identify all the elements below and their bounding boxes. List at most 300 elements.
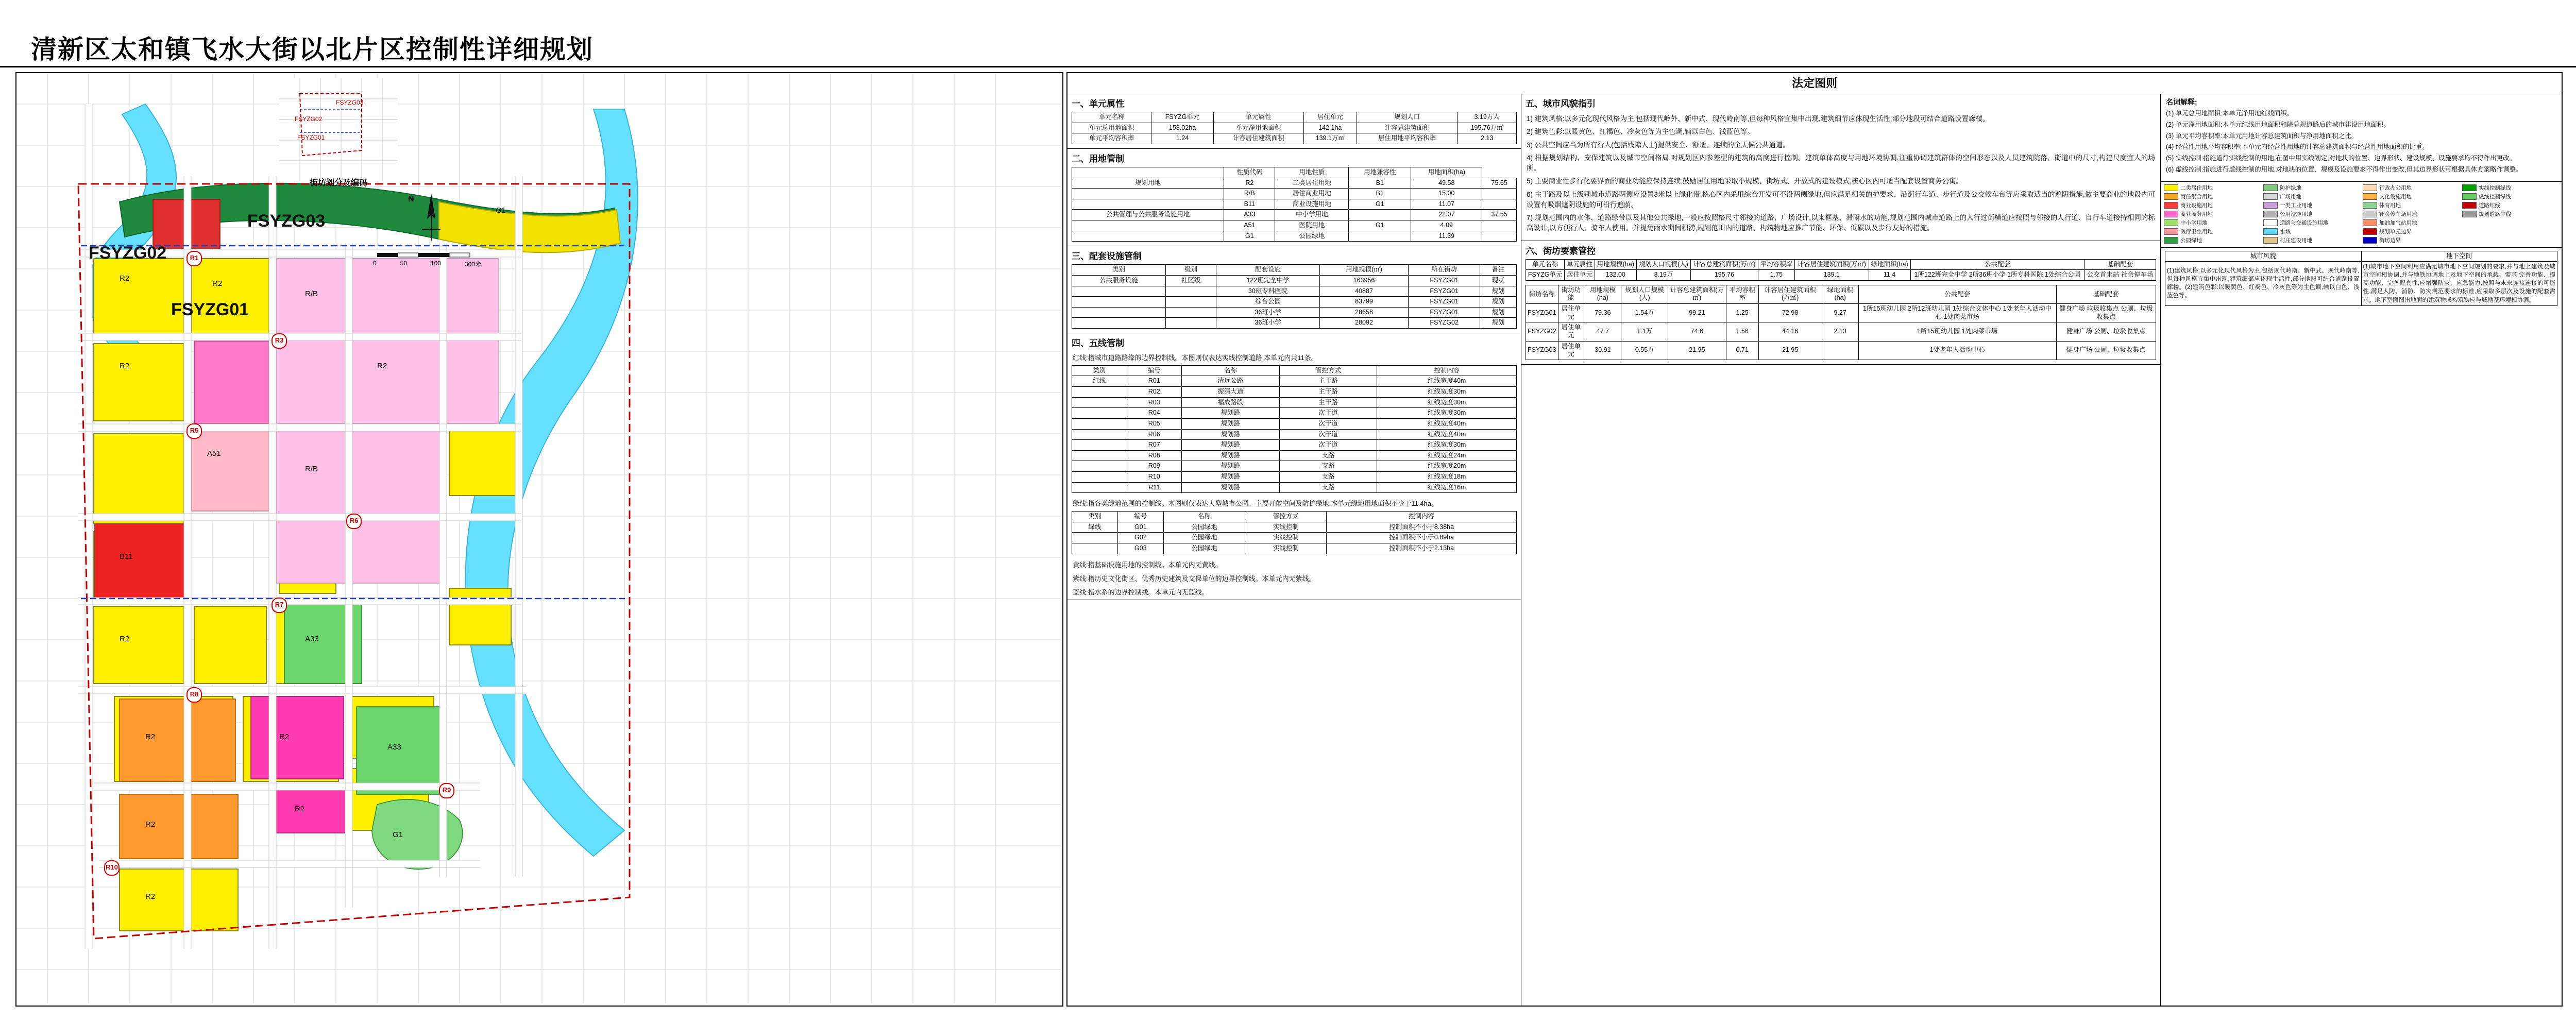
legend-swatch — [2164, 219, 2178, 226]
table-cell: 21.95 — [1758, 341, 1822, 360]
table-header-cell: 用地面积(ha) — [1411, 167, 1482, 178]
table-cell: 计容居住建筑面积 — [1213, 133, 1303, 144]
table-cell: 红线宽度30m — [1377, 408, 1517, 419]
block-summary-table — [1526, 285, 2156, 360]
table-cell: 居住单元 — [1303, 112, 1357, 123]
style-underground-table — [2165, 251, 2557, 306]
legend-swatch — [2164, 193, 2178, 200]
table-cell — [1072, 286, 1166, 297]
legend-swatches — [2161, 182, 2562, 247]
section-heading: 四、五线管制 — [1072, 338, 1124, 348]
title-divider — [0, 66, 2576, 67]
legend-label: 中小学用地 — [2180, 219, 2208, 226]
unit-attribute-table — [1072, 112, 1517, 144]
legend-item — [2263, 193, 2360, 200]
table-cell — [1072, 189, 1224, 199]
parcel-code: G1 — [393, 830, 403, 839]
legend-item — [2263, 184, 2360, 192]
style-guidance-item: 4) 根据规划结构、安保建筑以及城市空间格局,对规划区内参差型的建筑的高度进行控制。建筑单体高度与用地环境协调,注重协调建筑群体的空间形态以及人员建筑院落、街道中的尺寸,构建尺度宜人的场所。 — [1527, 154, 2155, 172]
table-cell: 规划路 — [1182, 461, 1280, 472]
table-header-cell: 性质代码 — [1224, 167, 1275, 178]
table-cell: 红线宽度20m — [1377, 461, 1517, 472]
table-cell: 11.4 — [1869, 270, 1910, 281]
table-cell: 居住单元 — [1558, 341, 1584, 360]
table-header-cell: 计容总建筑面积(万㎡) — [1691, 259, 1758, 270]
col-city-style: 城市风貌 — [2165, 251, 2362, 262]
table-header-cell: 平均容积率 — [1758, 259, 1794, 270]
table-cell: 实线控制 — [1245, 522, 1327, 533]
parcel-code: R2 — [212, 279, 223, 288]
table-cell: A33 — [1224, 210, 1275, 220]
table-cell: 单元净用地面积 — [1213, 123, 1303, 133]
legend-label: 医疗卫生用地 — [2180, 228, 2213, 235]
table-cell: G1 — [1349, 220, 1411, 231]
table-header-row — [1072, 265, 1517, 276]
table-cell: FSYZG02 — [1409, 318, 1480, 329]
road-node-badge: R6 — [346, 514, 362, 529]
table-cell: 1所15班幼儿园 1处肉菜市场 — [1858, 322, 2056, 341]
legend-item — [2363, 210, 2459, 218]
table-row — [1072, 123, 1517, 133]
table-cell: 40887 — [1319, 286, 1409, 297]
table-cell: G01 — [1117, 522, 1163, 533]
parcel-code: R2 — [145, 820, 156, 829]
legend-swatch — [2462, 211, 2477, 217]
table-cell: 红线宽度30m — [1377, 397, 1517, 408]
legend-item — [2263, 201, 2360, 209]
legend-swatch — [2164, 202, 2178, 209]
parcel-code: R/B — [305, 289, 318, 298]
key-map-label: FSYZG03 — [336, 99, 364, 106]
table-row — [1072, 297, 1517, 308]
table-cell: 综合公园 — [1216, 297, 1319, 308]
table-cell: 健身广场 垃圾收集点 公厕、垃圾收集点 — [2056, 304, 2156, 322]
table-header-cell: 类别 — [1072, 365, 1127, 376]
table-cell: 3.19万人 — [1458, 112, 1517, 123]
table-cell: FSYZG单元 — [1151, 112, 1213, 123]
style-guidance-item: 5) 主要商业性步行化要界面的商业功能应保持连续;鼓励居住用地采取小规模、街坊式、开放式的建设模式,核心区内可适当配套设置商务公寓。 — [1527, 177, 1963, 185]
scale-ticks — [373, 260, 481, 268]
yellowline-note: 黄线:指基础设施用地的控制线。本单元内无黄线。 — [1073, 560, 1222, 569]
legend-swatch — [2263, 237, 2278, 244]
map-panel[interactable] — [15, 72, 1063, 1007]
table-cell — [1072, 461, 1127, 472]
road-node-badge: R9 — [439, 783, 454, 798]
table-cell: FSYZG01 — [1409, 275, 1480, 286]
table-row — [1072, 522, 1517, 533]
glossary-item: (4) 经营性用地平均容积率:本单元内经营性用地的计容总建筑面积与经营性用地面积的比重。 — [2166, 143, 2429, 151]
table-cell: 健身广场 公厕、垃圾收集点 — [2056, 341, 2156, 360]
table-cell: FSYZG01 — [1526, 304, 1558, 322]
table-cell: FSYZG03 — [1526, 341, 1558, 360]
legend-label: 规划道路中线 — [2479, 211, 2511, 217]
table-header-cell: 公共配套 — [1910, 259, 2084, 270]
glossary-item: (6) 虚线控制:指施进行虚线控制的用地,对地块的位置、规模及设施要求不得作出变改,但其边界形状可根据具体方案略作调整。 — [2166, 165, 2522, 173]
table-cell: 规划 — [1480, 297, 1516, 308]
table-cell — [1165, 297, 1216, 308]
legend-swatch — [2263, 193, 2278, 200]
table-cell: 次干道 — [1279, 440, 1377, 451]
table-cell: R06 — [1127, 429, 1182, 440]
table-cell: 红线宽度30m — [1377, 440, 1517, 451]
table-cell: 195.76万㎡ — [1458, 123, 1517, 133]
table-cell — [1072, 307, 1166, 318]
legend-item — [2164, 184, 2260, 192]
legend-item — [2164, 201, 2260, 209]
table-cell: 30.91 — [1584, 341, 1621, 360]
table-cell: 公园绿地 — [1275, 231, 1349, 242]
parcel-code: R/B — [305, 465, 318, 473]
legend-swatch — [2164, 228, 2178, 235]
table-cell: 公园绿地 — [1163, 533, 1245, 543]
section-heading: 一、单元属性 — [1072, 99, 1124, 109]
table-cell: 142.1ha — [1303, 123, 1357, 133]
facility-table — [1072, 264, 1517, 329]
table-cell: 1所122班完全中学 2所36班小学 1所专科医院 1处综合公园 — [1910, 270, 2084, 281]
legend-column — [2263, 184, 2360, 245]
table-header-cell: 类别 — [1072, 512, 1118, 522]
table-cell: 实线控制 — [1245, 533, 1327, 543]
table-row — [1072, 482, 1517, 493]
table-cell: 1所15班幼儿园 2所12班幼儿园 1处综合文体中心 1处老年人活动中心 1处肉菜市场 — [1858, 304, 2056, 322]
table-cell: B11 — [1224, 199, 1275, 210]
table-cell: 2.13 — [1822, 322, 1858, 341]
table-cell: 1.24 — [1151, 133, 1213, 144]
table-cell — [1482, 220, 1517, 231]
legend-label: 商住混合用地 — [2180, 193, 2213, 200]
table-header-cell: 所在街坊 — [1409, 265, 1480, 276]
table-cell: R11 — [1127, 482, 1182, 493]
table-cell: R08 — [1127, 450, 1182, 461]
road-node-badge: R3 — [272, 333, 287, 349]
glossary-item: (3) 单元平均容积率:本单元用地计容总建筑面积与净用地面积之比。 — [2166, 132, 2358, 140]
table-cell — [1165, 286, 1216, 297]
table-cell — [1072, 297, 1166, 308]
legend-label: 道路红线 — [2479, 202, 2500, 209]
table-cell: 公共管理与公共服务设施用地 — [1072, 210, 1224, 220]
table-header-cell: 类别 — [1072, 265, 1166, 276]
table-cell: 规划路 — [1182, 440, 1280, 451]
legend-item — [2164, 193, 2260, 200]
legend-swatch — [2462, 184, 2477, 191]
table-row — [1072, 286, 1517, 297]
section-land-use-control — [1067, 149, 1521, 246]
table-cell: G03 — [1117, 543, 1163, 554]
table-cell: R07 — [1127, 440, 1182, 451]
legend-swatch — [2363, 228, 2377, 235]
table-cell: FSYZG单元 — [1526, 270, 1565, 281]
legend-item — [2363, 219, 2459, 227]
table-cell: 37.55 — [1482, 210, 1517, 220]
table-row — [1072, 533, 1517, 543]
parcel-code: A33 — [305, 635, 319, 643]
table-cell: 28658 — [1319, 307, 1409, 318]
table-cell: 30班专科医院 — [1216, 286, 1319, 297]
legend-swatch — [2363, 219, 2377, 226]
table-cell: 99.21 — [1668, 304, 1726, 322]
purpleline-note: 紫线:指历史文化街区、优秀历史建筑及文保单位的边界控制线。本单元内无紫线。 — [1073, 574, 1316, 583]
table-cell: 规划用地 — [1072, 178, 1224, 189]
table-header-cell: 单元名称 — [1526, 259, 1565, 270]
scale-tick: 100 — [430, 260, 441, 267]
table-cell: 二类居住用地 — [1275, 178, 1349, 189]
table-row — [1072, 318, 1517, 329]
table-cell: 0.55万 — [1621, 341, 1668, 360]
table-cell: 1.75 — [1758, 270, 1794, 281]
table-cell — [1072, 482, 1127, 493]
table-cell: 控制面积不小于0.89ha — [1327, 533, 1517, 543]
table-cell: 163956 — [1319, 275, 1409, 286]
table-cell: 规划 — [1480, 286, 1516, 297]
section-block-element-control — [1521, 241, 2160, 365]
glossary-item: (2) 单元净用地面积:本单元红线用地面积和除总规道路后的城市建设用地面积。 — [2166, 121, 2390, 128]
legend-item — [2462, 184, 2558, 192]
table-cell: 居住单元 — [1565, 270, 1595, 281]
table-cell: B1 — [1349, 189, 1411, 199]
table-cell: 医院用地 — [1275, 220, 1349, 231]
table-cell: 11.07 — [1411, 199, 1482, 210]
table-cell: 21.95 — [1668, 341, 1726, 360]
table-header-cell: 编号 — [1117, 512, 1163, 522]
legend-item — [2263, 219, 2360, 227]
legend-label: 公用设施用地 — [2280, 211, 2312, 217]
table-cell — [1165, 318, 1216, 329]
legend-label: 二类居住用地 — [2180, 184, 2213, 191]
table-cell: 次干道 — [1279, 418, 1377, 429]
table-cell: 74.6 — [1668, 322, 1726, 341]
table-header-cell: 单元属性 — [1565, 259, 1595, 270]
table-cell: 1.25 — [1726, 304, 1758, 322]
legend-column — [2363, 184, 2459, 245]
legend-label: 街坊边界 — [2379, 237, 2401, 244]
table-cell: 公交首末站 社会停车场 — [2084, 270, 2156, 281]
legend-item — [2164, 228, 2260, 235]
table-cell: 控制面积不小于2.13ha — [1327, 543, 1517, 554]
table-cell: 132.00 — [1595, 270, 1636, 281]
table-header-cell: 配套设施 — [1216, 265, 1319, 276]
legend-item — [2462, 201, 2558, 209]
legend-swatch — [2263, 219, 2278, 226]
table-cell: 1.54万 — [1621, 304, 1668, 322]
table-header-cell: 级别 — [1165, 265, 1216, 276]
legend-item — [2363, 201, 2459, 209]
table-cell: 规划路 — [1182, 429, 1280, 440]
table-row — [1072, 461, 1517, 472]
parcel-code: R2 — [377, 362, 387, 370]
legend-swatch — [2462, 202, 2477, 209]
table-row — [1072, 376, 1517, 387]
table-cell: 3.19万 — [1636, 270, 1690, 281]
table-cell: 公园绿地 — [1163, 543, 1245, 554]
key-map-label: FSYZG02 — [295, 115, 323, 123]
underground-text: (1)城市地下空间利用应满足城市地下空间规划的要求,并与地上建筑及城市空间相协调,并与地铁协调地上及地下空间的承载、需求,完善功能、提高功能、完善配套性,应增强防灾、应急能力,按照与未来连接连接的可能性,满足人防、消防、防灾规范要求的标准,应采取多层次及设施的配套需求。地下室面图出地面的建筑物或构筑物应与城地基环境相协调。 — [2361, 262, 2557, 305]
table-row — [1072, 387, 1517, 398]
table-header-cell — [1072, 167, 1224, 178]
key-map — [279, 78, 398, 181]
legend-item — [2263, 236, 2360, 244]
table-cell: 75.65 — [1482, 178, 1517, 189]
glossary-title: 名词解释: — [2166, 98, 2197, 106]
legend-label: 商业设施用地 — [2180, 202, 2213, 209]
table-cell: 规划 — [1480, 318, 1516, 329]
legend-label: 虚线控制绿线 — [2479, 193, 2511, 200]
table-row — [1526, 304, 2156, 322]
table-cell: 支路 — [1279, 482, 1377, 493]
table-cell: 实线控制 — [1245, 543, 1327, 554]
legend-column — [2462, 184, 2558, 245]
table-cell: 195.76 — [1691, 270, 1758, 281]
table-cell: R02 — [1127, 387, 1182, 398]
table-header-cell: 用地性质 — [1275, 167, 1349, 178]
scale-tick: 50 — [400, 260, 407, 267]
key-map-label: FSYZG01 — [297, 134, 325, 141]
table-cell: 现状 — [1480, 275, 1516, 286]
table-cell — [1072, 543, 1118, 554]
style-guidance-item: 2) 建筑色彩:以暖黄色、红褐色、冷灰色等为主色调,辅以白色、浅蓝色等。 — [1527, 128, 1754, 136]
table-cell: 规划路 — [1182, 450, 1280, 461]
key-map-caption: 街坊划分及编码 — [309, 179, 367, 188]
legend-label: 规划单元边界 — [2379, 228, 2412, 235]
table-cell: 158.02ha — [1151, 123, 1213, 133]
legend-swatch — [2164, 237, 2178, 244]
table-cell — [1349, 231, 1411, 242]
legend-label: 文化设施用地 — [2379, 193, 2412, 200]
table-cell: 规划人口 — [1357, 112, 1457, 123]
table-cell: 红线宽度40m — [1377, 376, 1517, 387]
scale-tick: 300米 — [464, 261, 481, 268]
road-node-badge: R5 — [187, 423, 202, 439]
table-cell: 居住商业用地 — [1275, 189, 1349, 199]
parcel-code: R2 — [120, 274, 130, 283]
table-header-row — [1072, 512, 1517, 522]
legend-label: 体育用地 — [2379, 202, 2401, 209]
table-cell: R04 — [1127, 408, 1182, 419]
glossary-item: (5) 实线控制:指施道行实线控制的用地,在图中用实线划定,对地块的位置、边界形状、建设规模、设施要求均不得作出更改。 — [2166, 155, 2516, 162]
style-guidance-item: 1) 建筑风格:以多元化现代风格为主,包括现代岭外、新中式、现代岭南等,但每种风格宜集中出现,建筑细节应体现生活性,部分地段可结合道路设置廊楼。 — [1527, 115, 1990, 123]
legend-item — [2462, 193, 2558, 200]
table-cell: 红线宽度40m — [1377, 429, 1517, 440]
table-cell: 1处老年人活动中心 — [1858, 341, 2056, 360]
column-a — [1067, 94, 1521, 1006]
table-cell: 红线 — [1072, 376, 1127, 387]
table-cell: B1 — [1349, 178, 1411, 189]
legend-label: 商业商务用地 — [2180, 211, 2213, 217]
table-cell — [1072, 387, 1127, 398]
table-row — [1072, 220, 1517, 231]
table-header-cell: 用地规模(ha) — [1595, 259, 1636, 270]
legend-item — [2363, 228, 2459, 235]
parcel-code: R2 — [120, 635, 130, 643]
legend-item — [2263, 210, 2360, 218]
table-cell: A51 — [1224, 220, 1275, 231]
block-label-fsyzg03: FSYZG03 — [247, 211, 326, 231]
table-cell: 福成路段 — [1182, 397, 1280, 408]
table-cell: 4.09 — [1411, 220, 1482, 231]
redline-table — [1072, 365, 1517, 493]
road-node-badge: R1 — [187, 251, 202, 266]
legend-label: 社会停车场用地 — [2379, 211, 2417, 217]
legend-item — [2363, 184, 2459, 192]
road-node-badge: R7 — [272, 598, 287, 613]
table-row — [1072, 178, 1517, 189]
table-header-cell: 平均容积率 — [1726, 285, 1758, 303]
legend-swatch — [2462, 193, 2477, 200]
table-cell: 122班完全中学 — [1216, 275, 1319, 286]
table-cell: 28092 — [1319, 318, 1409, 329]
table-row — [1072, 189, 1517, 199]
table-cell — [1072, 318, 1166, 329]
table-header-cell: 计容总建筑面积(万㎡) — [1668, 285, 1726, 303]
table-cell: 1.1万 — [1621, 322, 1668, 341]
legend-swatch — [2363, 237, 2377, 244]
table-cell: 健身广场 公厕、垃圾收集点 — [2056, 322, 2156, 341]
table-cell: 主干路 — [1279, 376, 1377, 387]
parcel-code: B11 — [120, 552, 133, 561]
table-header-cell: 街坊名称 — [1526, 285, 1558, 303]
parcel-code: R2 — [145, 733, 156, 741]
table-cell: 2.13 — [1458, 133, 1517, 144]
table-cell: 单元名称 — [1072, 112, 1151, 123]
table-cell: 规划路 — [1182, 408, 1280, 419]
table-header-cell: 用地规模(㎡) — [1319, 265, 1409, 276]
table-cell: 红线宽度18m — [1377, 472, 1517, 483]
legend-swatch — [2363, 211, 2377, 217]
table-row — [1526, 341, 2156, 360]
legend-label: 水域 — [2280, 228, 2291, 235]
table-cell: 0.71 — [1726, 341, 1758, 360]
table-cell: 9.27 — [1822, 304, 1858, 322]
legend-swatch — [2263, 228, 2278, 235]
table-header-cell: 管控方式 — [1245, 512, 1327, 522]
table-cell: 22.07 — [1411, 210, 1482, 220]
table-cell: 139.1万㎡ — [1303, 133, 1357, 144]
legend-item — [2462, 210, 2558, 218]
city-style-text: (1)建筑风格:以多元化现代风格为主,包括现代岭南、新中式、现代岭南等,但每种风格宜集中出现,建筑细部应体现生活性,部分地段可结合道路设置廊楼。(2)建筑色彩:以暖黄色、红褐色、冷灰色等为主色调,辅以白色、浅蓝色等。 — [2165, 262, 2362, 305]
legend-item — [2164, 219, 2260, 227]
parcel-code: R2 — [145, 892, 156, 901]
greenline-table — [1072, 511, 1517, 554]
column-c — [2161, 94, 2562, 1006]
road-node-badge: R10 — [104, 860, 120, 876]
parcel-code: G1 — [496, 206, 506, 215]
table-cell: R05 — [1127, 418, 1182, 429]
table-cell: 单元总用地面积 — [1072, 123, 1151, 133]
legend-swatch — [2164, 184, 2178, 191]
block-label-fsyzg02: FSYZG02 — [89, 243, 167, 263]
legend-swatch — [2164, 211, 2178, 217]
table-row — [1072, 231, 1517, 242]
table-cell: 支路 — [1279, 472, 1377, 483]
table-cell: FSYZG02 — [1526, 322, 1558, 341]
table-header-cell: 管控方式 — [1279, 365, 1377, 376]
table-header-row — [1072, 167, 1517, 178]
table-row — [1072, 472, 1517, 483]
table-cell: 36班小学 — [1216, 307, 1319, 318]
table-cell: FSYZG01 — [1409, 307, 1480, 318]
table-cell: 支路 — [1279, 450, 1377, 461]
table-cell: 49.58 — [1411, 178, 1482, 189]
legend-label: 实线控制绿线 — [2479, 184, 2511, 191]
parcel-code: R2 — [279, 733, 290, 741]
parcel-code: R2 — [120, 362, 130, 370]
redline-note: 红线:指城市道路路缘的边界控制线。本图则仅表达实线控制道路,本单元内共11条。 — [1073, 354, 1318, 362]
table-cell: 居住单元 — [1558, 322, 1584, 341]
table-row — [1072, 397, 1517, 408]
table-header-cell: 绿地面积(ha) — [1822, 285, 1858, 303]
table-cell: R01 — [1127, 376, 1182, 387]
table-cell: 中小学用地 — [1275, 210, 1349, 220]
table-cell: R10 — [1127, 472, 1182, 483]
